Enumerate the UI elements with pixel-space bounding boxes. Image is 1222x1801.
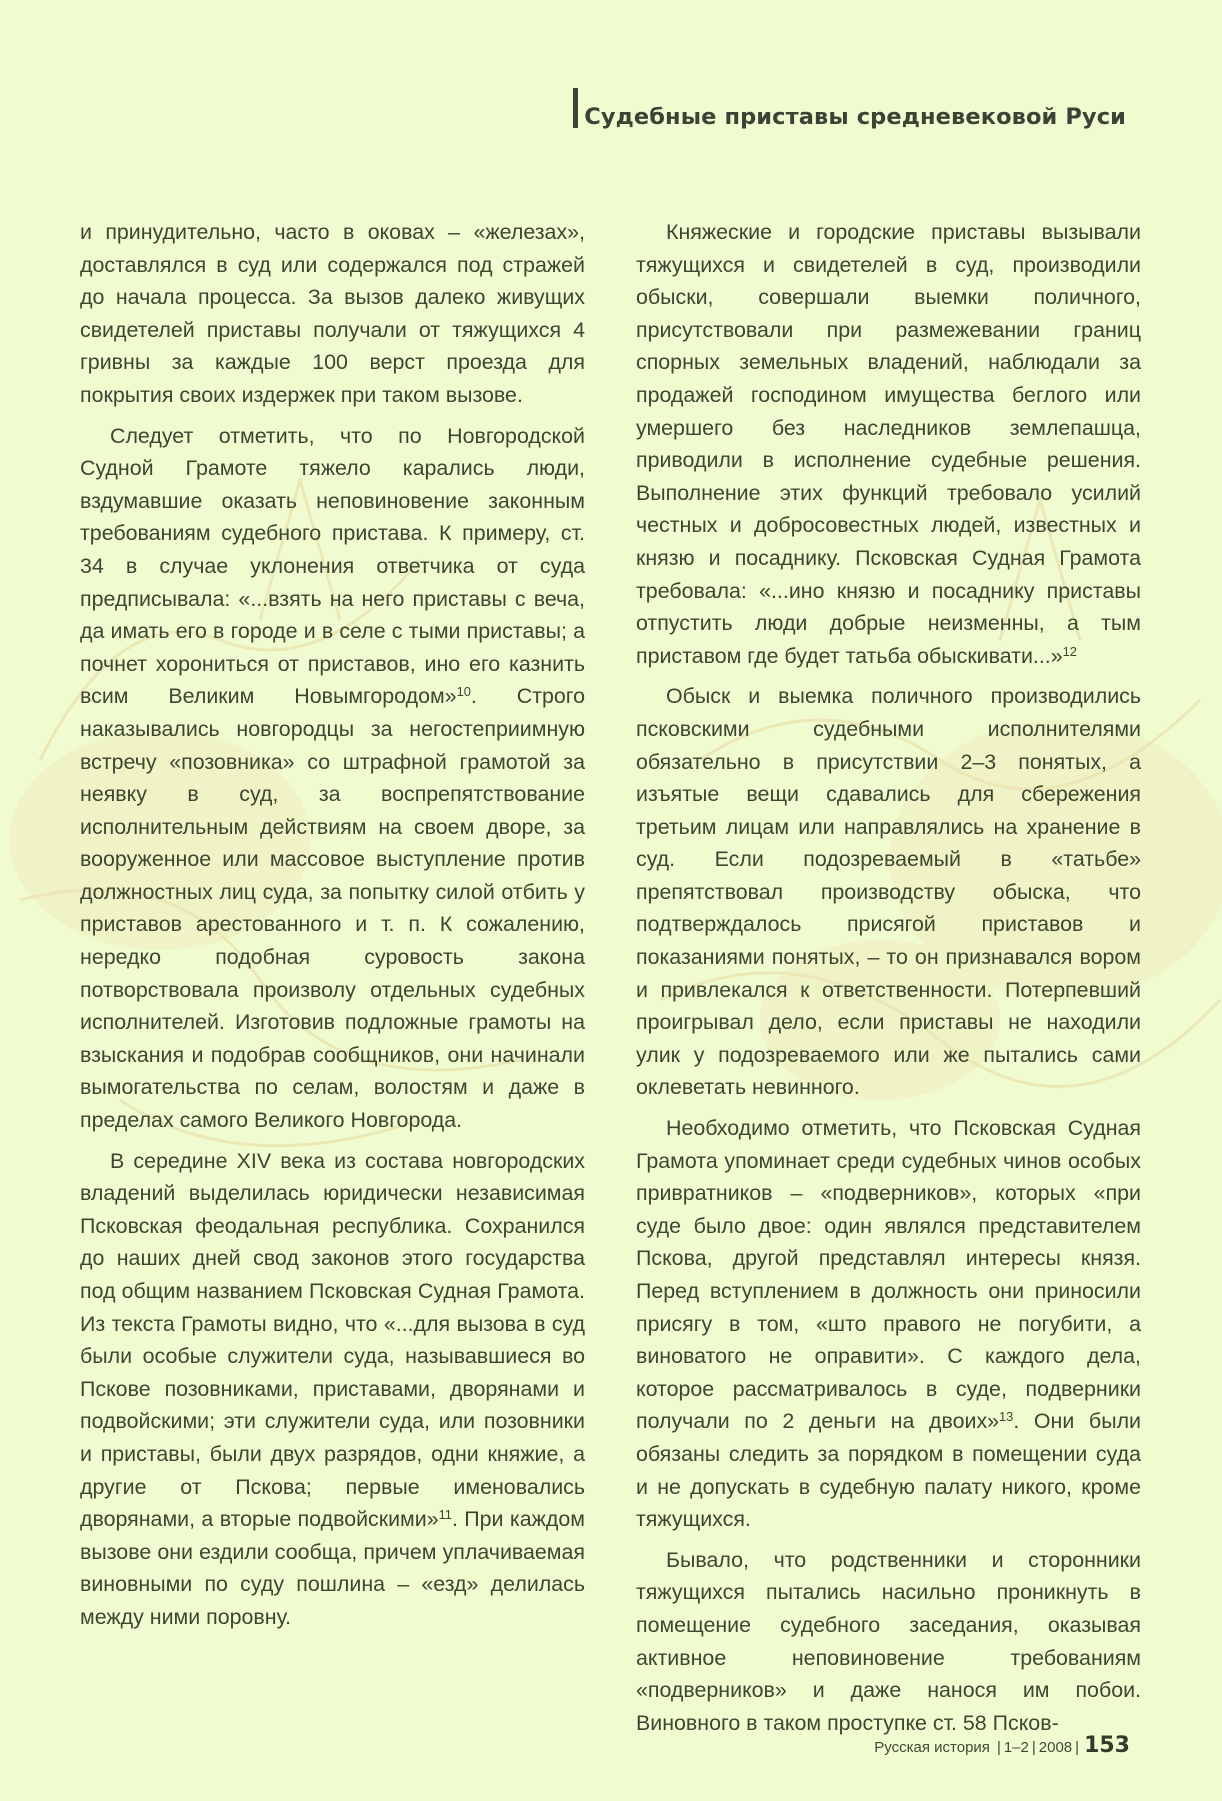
right-column: [636, 216, 1141, 1747]
paragraph-text: Бывало, что родственники и сторонники тяжущихся пытались насильно проникнуть в помещение судебного заседания, оказывая активное неповиновение требованиям «подверников» и даже нанося им побои. Виновного в таком проступке ст. 58 Псков-: [636, 1547, 1141, 1735]
footnote-ref[interactable]: 13: [999, 1409, 1014, 1425]
paragraph-text: Следует отметить, что по Новгородской Судной Грамоте тяжело карались люди, вздумавшие оказать неповиновение законным требованиям судебного пристава. К примеру, ст. 34 в случае уклонения ответчика от суда предписывала: «...взять на него приставы с веча, да имать его в городе и в селе с тыми приставы; а почнет хорониться от приставов, ино его казнить всим Великим Новымгородом»: [80, 423, 585, 709]
separator: |: [996, 1739, 1001, 1756]
paragraph-text: . При каждом вызове они ездили сообща, причем уплачиваемая виновными по суду пошлина – «езд» делилась между ними поровну.: [80, 1507, 585, 1629]
issue-number: 1–2: [1003, 1739, 1029, 1756]
paragraph-text: . Строго наказывались новгородцы за негостеприимную встречу «позовника» со штрафной грамотой за неявку в суд, за воспрепятствование исполнительным действиям на своем дворе, за вооруженное или массовое выступление против должностных лиц суда, за попытку силой отбить у приставов арестованного и т. п. К сожалению, нередко подобная суровость закона потворствовала произволу отдельных судебных исполнителей. Изготовив подложные грамоты на взыскания и подобрав сообщников, они начинали вымогательства по селам, волостям и даже в пределах самого Великого Новгорода.: [80, 684, 586, 1133]
paragraph: [636, 680, 1141, 1104]
page-footer: [874, 1733, 1130, 1758]
footnote-ref[interactable]: 11: [438, 1507, 452, 1523]
journal-name: Русская история: [874, 1739, 990, 1756]
paragraph-text: . Они были обязаны следить за порядком в помещении суда и не допускать в судебную палату никого, кроме тяжущихся.: [636, 1409, 1141, 1532]
paragraph: [636, 216, 1141, 672]
paragraph: [80, 1145, 585, 1634]
footnote-ref[interactable]: 12: [1062, 643, 1077, 659]
running-title: Судебные приставы средневековой Руси: [584, 104, 1126, 130]
separator: |: [1031, 1739, 1036, 1756]
left-column: [80, 216, 585, 1642]
paragraph: [80, 420, 585, 1137]
paragraph-text: В середине XIV века из состава новгородских владений выделилась юридически независимая Псковская феодальная республика. Сохранился до наших дней свод законов этого государства под общим названием Псковская Судная Грамота. Из текста Грамоты видно, что «...для вызова в суд были особые служители суда, называвшиеся во Пскове позовниками, приставами, дворянами и подвойскими; эти служители суда, или позовники и приставы, были двух разрядов, одни княжие, а другие от Пскова; первые именовались дворянами, а вторые подвойскими»: [80, 1148, 585, 1532]
paragraph: [636, 1544, 1141, 1740]
header-accent-bar: [573, 88, 578, 128]
paragraph: [636, 1112, 1141, 1536]
paragraph: [80, 216, 585, 412]
separator: |: [1075, 1739, 1080, 1756]
paragraph-text: Обыск и выемка поличного производились псковскими судебными исполнителями обязательно в присутствии 2–3 понятых, а изъятые вещи сдавались для сбережения третьим лицам или направлялись на хранение в суд. Если подозреваемый в «татьбе» препятствовал производству обыска, что подтверждалось присягой приставов и показаниями понятых, – то он признавался вором и привлекался к ответственности. Потерпевший проигрывал дело, если приставы не находили улик у подозреваемого или же пытались сами оклеветать невинного.: [636, 684, 1141, 1100]
footnote-ref[interactable]: 10: [456, 684, 471, 700]
issue-year: 2008: [1038, 1739, 1073, 1756]
paragraph-text: Необходимо отметить, что Псковская Судная Грамота упоминает среди судебных чинов особых привратников – «подверников», которых «при суде было двое: один являлся представителем Пскова, другой представлял интересы князя. Перед вступлением в должность они приносили присягу в том, «што правого не погубити, а виноватого не оправити». С каждого дела, которое рассматривалось в суде, подверники получали по 2 деньги на двоих»: [636, 1116, 1141, 1434]
paragraph-text: Княжеские и городские приставы вызывали тяжущихся и свидетелей в суд, производили обыски, совершали выемки поличного, присутствовали при размежевании границ спорных земельных владений, наблюдали за продажей господином имущества беглого или умершего без наследников землепашца, приводили в исполнение судебные решения. Выполнение этих функций требовало усилий честных и добросовестных людей, известных и князю и посаднику. Псковская Судная Грамота требовала: «...ино князю и посаднику приставы отпустить люди добрые неизменны, а тым приставом где будет татьба обыскивати...»: [636, 220, 1141, 668]
page-number: 153: [1084, 1733, 1130, 1758]
running-header: [573, 88, 1126, 128]
paragraph-text: и принудительно, часто в оковах – «железах», доставлялся в суд или содержался под стражей до начала процесса. За вызов далеко живущих свидетелей приставы получали от тяжущихся 4 гривны за каждые 100 верст проезда для покрытия своих издержек при таком вызове.: [80, 220, 585, 407]
